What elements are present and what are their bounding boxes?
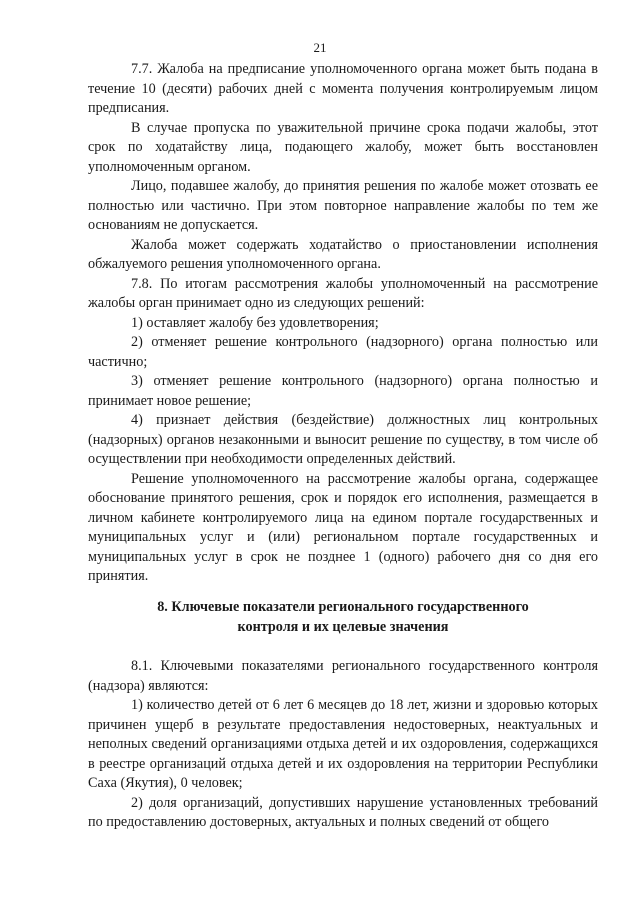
list-item-1: 1) оставляет жалобу без удовлетворения; [131,314,379,331]
paragraph-8-1: 8.1. Ключевыми показателями регионального государственного контроля (надзора) являются: [88,658,598,694]
paragraph-suspension-request: Жалоба может содержать ходатайство о приостановлении исполнения обжалуемого решения уполномоченного органа. [88,236,598,272]
section-heading-line-2: контроля и их целевые значения [237,618,449,635]
indicator-item-1: 1) количество детей от 6 лет 6 месяцев до 18 лет, жизни и здоровью которых причинен ущерб в результате предоставления недостоверных, неактуальных и неполных сведений организациями отдыха детей и их оздоровления, содержащихся в реестре организаций отдыха детей и их оздоровления на территории Республики Саха (Якутия), 0 человек; [88,697,598,791]
paragraph-decision-publication: Решение уполномоченного на рассмотрение жалобы органа, содержащее обоснование принятого решения, срок и порядок его исполнения, размещается в личном кабинете контролируемого лица на едином портале государственных и муниципальных услуг и (или) региональном портале государственных и муниципальных услуг в срок не позднее 1 (одного) рабочего дня со дня его принятия. [88,470,598,584]
page-number: 21 [313,40,327,55]
paragraph-7-8: 7.8. По итогам рассмотрения жалобы уполномоченный на рассмотрение жалобы орган принимает одно из следующих решений: [88,275,598,311]
list-item-3: 3) отменяет решение контрольного (надзорного) органа полностью и принимает новое решение; [88,373,598,409]
section-heading [88,598,598,637]
section-8-body [88,657,598,833]
indicator-item-2: 2) доля организаций, допустивших нарушение установленных требований по предоставлению достоверных, актуальных и полных сведений от общего [88,794,598,830]
section-heading-line-1: 8. Ключевые показатели регионального государственного [157,599,529,615]
paragraph-7-7: 7.7. Жалоба на предписание уполномоченного органа может быть подана в течение 10 (десяти) рабочих дней с момента получения контролируемым лицом предписания. [88,61,598,116]
list-item-2: 2) отменяет решение контрольного (надзорного) органа полностью или частично; [88,334,598,370]
document-body [88,60,598,587]
list-item-4: 4) признает действия (бездействие) должностных лиц контрольных (надзорных) органов незаконными и выносит решение по существу, в том числе об осуществлении при необходимости определенных действий. [88,412,598,467]
paragraph-deadline-restore: В случае пропуска по уважительной причине срока подачи жалобы, этот срок по ходатайству лица, подающего жалобу, может быть восстановлен уполномоченным органом. [88,119,598,175]
paragraph-withdraw-complaint: Лицо, подавшее жалобу, до принятия решения по жалобе может отозвать ее полностью или частично. При этом повторное направление жалобы по тем же основаниям не допускается. [88,178,598,233]
